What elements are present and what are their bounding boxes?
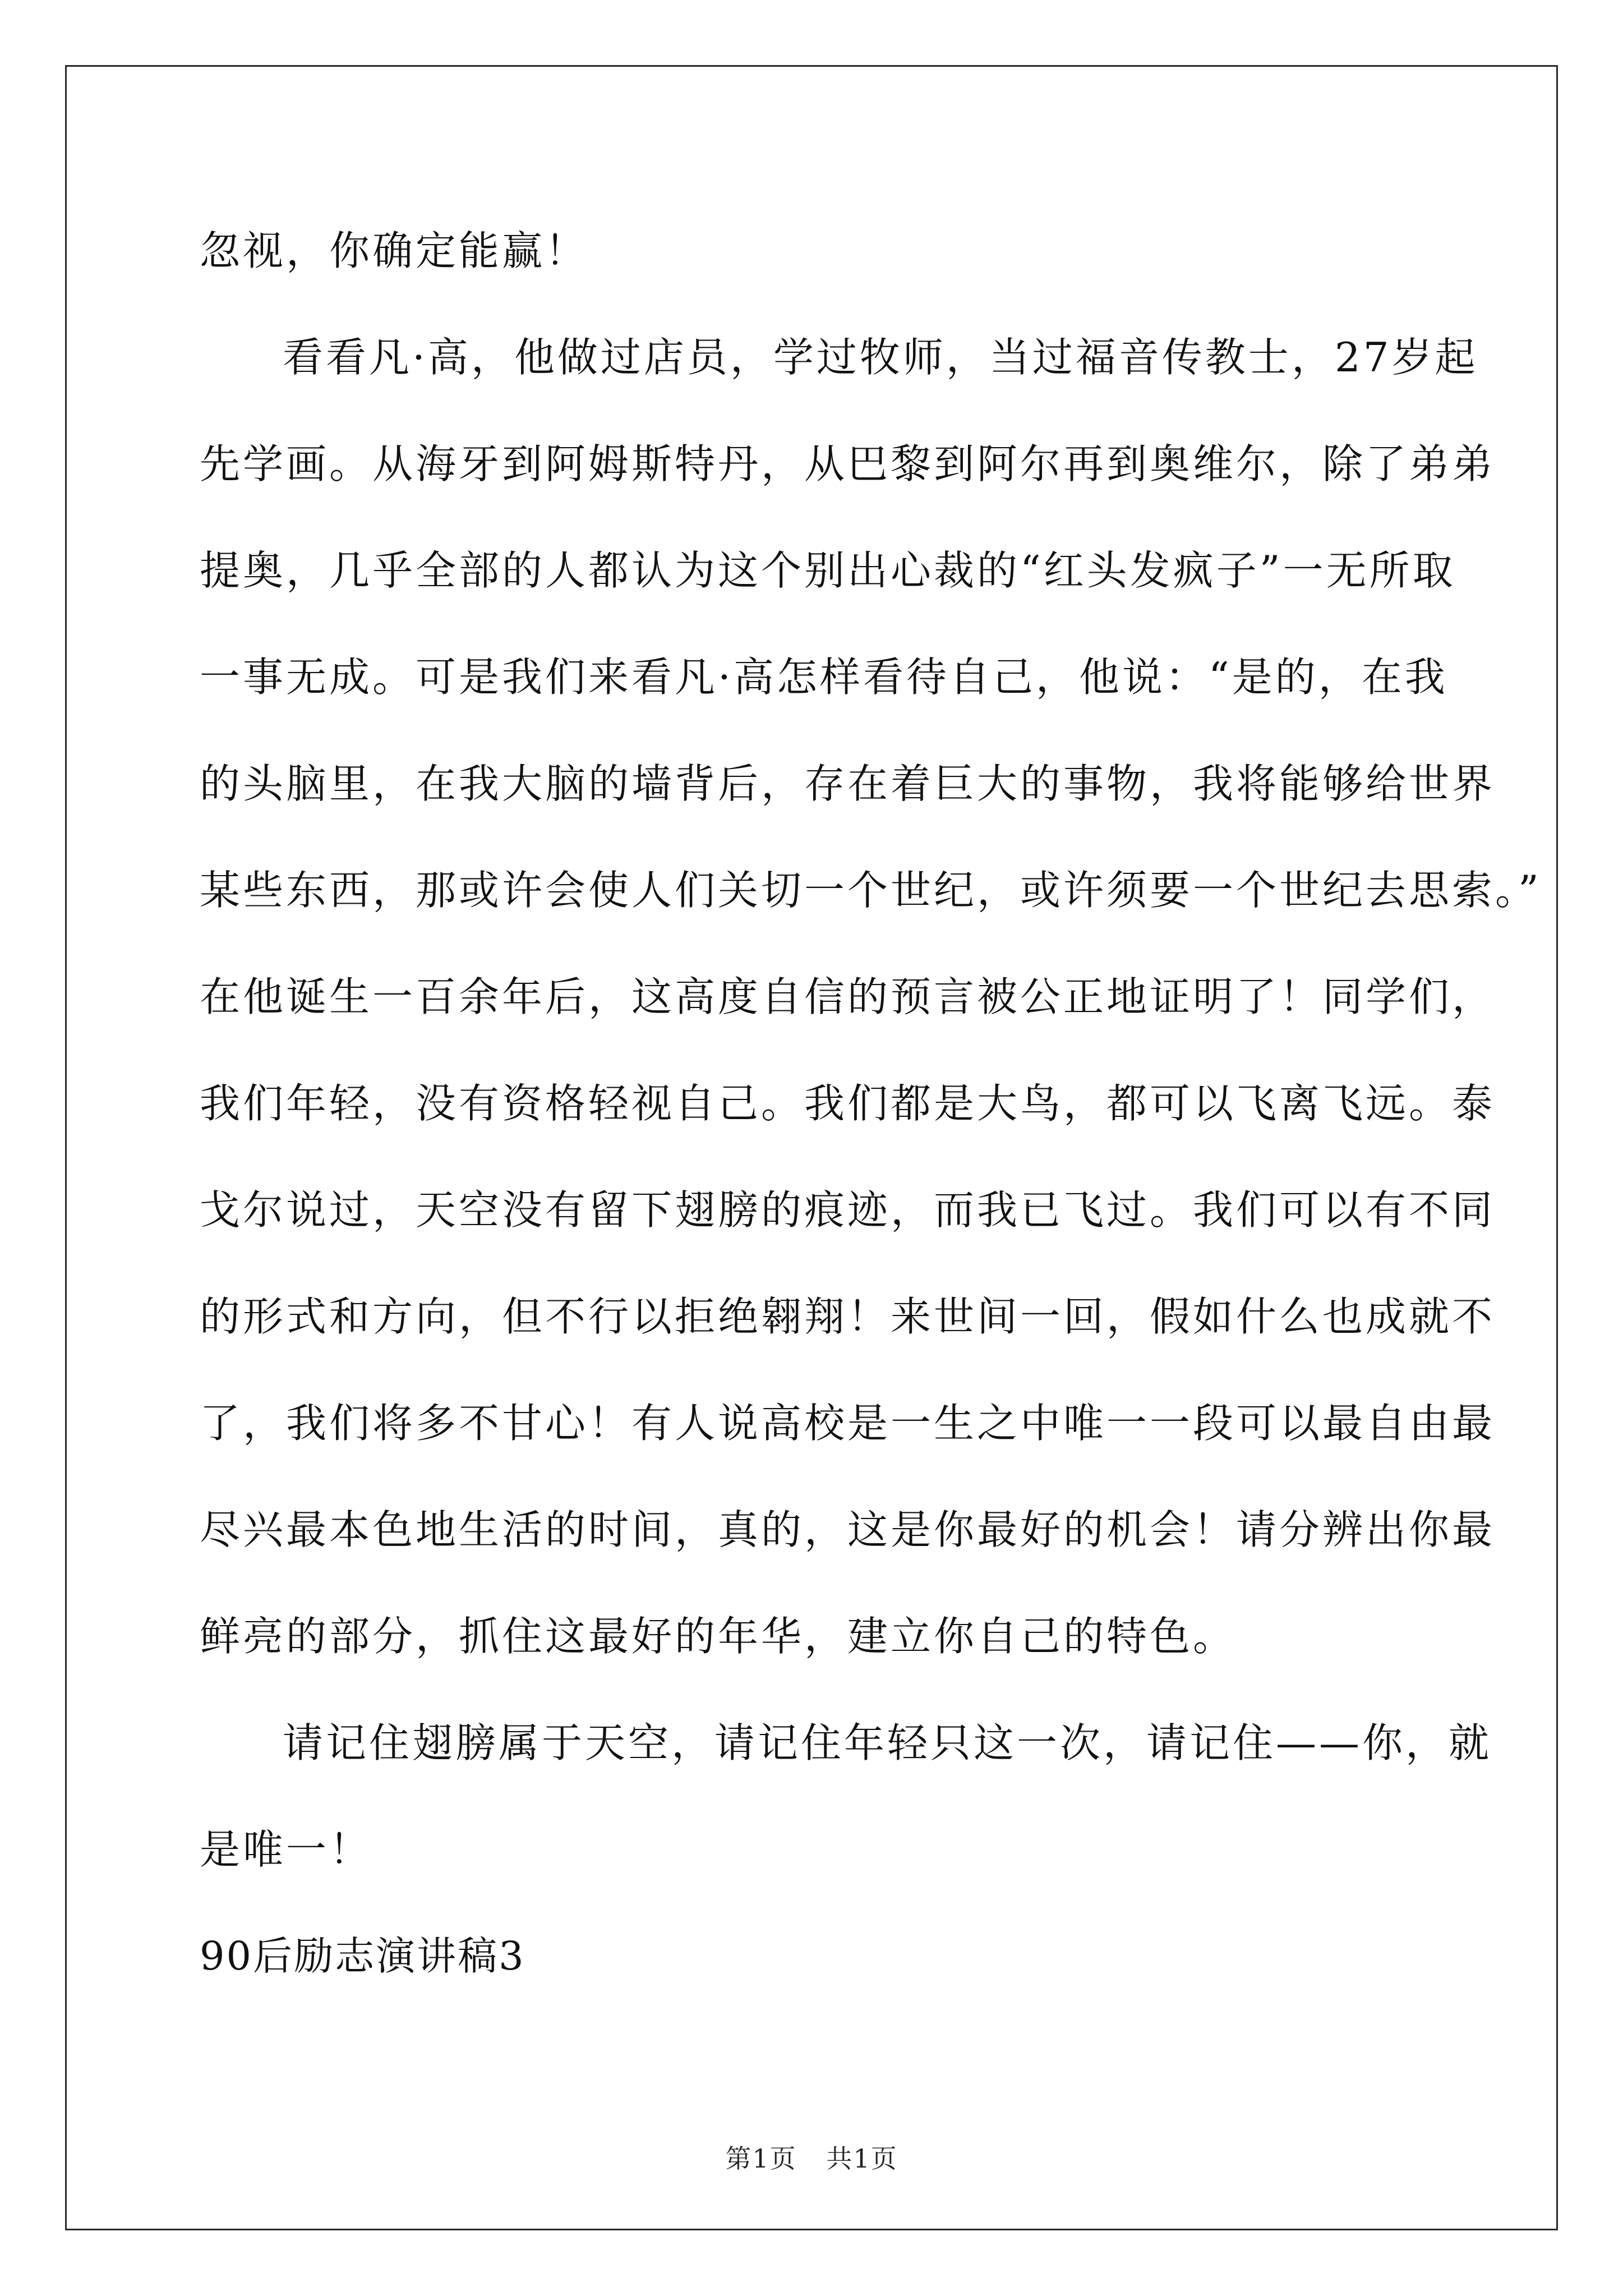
text-line: 一事无成。可是我们来看凡·高怎样看待自己，他说：“是的，在我: [200, 654, 1448, 701]
text-line: 是唯一！: [200, 1826, 373, 1873]
text-line: 的形式和方向，但不行以拒绝翱翔！来世间一回，假如什么也成就不: [200, 1293, 1496, 1340]
text-line: 了，我们将多不甘心！有人说高校是一生之中唯一一段可以最自由最: [200, 1400, 1496, 1447]
text-line: 提奥，几乎全部的人都认为这个别出心裁的“红头发疯子”一无所取: [200, 547, 1456, 594]
page-total: 共1页: [826, 2143, 898, 2174]
text-line: 忽视，你确定能赢！: [200, 227, 589, 274]
page-footer: [0, 2138, 1623, 2175]
text-line: 尽兴最本色地生活的时间，真的，这是你最好的机会！请分辨出你最: [200, 1506, 1496, 1553]
text-line: 戈尔说过，天空没有留下翅膀的痕迹，而我已飞过。我们可以有不同: [200, 1186, 1496, 1234]
paragraph-start: 请记住翅膀属于天空，请记住年轻只这一次，请记住——你，就: [283, 1719, 1492, 1766]
text-line: 鲜亮的部分，抓住这最好的年华，建立你自己的特色。: [200, 1613, 1237, 1660]
document-body: [200, 209, 1542, 2021]
text-line: 我们年轻，没有资格轻视自己。我们都是大鸟，都可以飞离飞远。泰: [200, 1080, 1496, 1127]
text-line: 的头脑里，在我大脑的墙背后，存在着巨大的事物，我将能够给世界: [200, 760, 1496, 807]
text-line: 在他诞生一百余年后，这高度自信的预言被公正地证明了！同学们，: [200, 973, 1496, 1020]
section-heading: 90后励志演讲稿3: [200, 1933, 525, 1979]
text-line: 先学画。从海牙到阿姆斯特丹，从巴黎到阿尔再到奥维尔，除了弟弟: [200, 440, 1496, 487]
paragraph-start: 看看凡·高，他做过店员，学过牧师，当过福音传教士，27岁起: [283, 334, 1478, 381]
page-number: 第1页: [725, 2143, 797, 2174]
text-line: 某些东西，那或许会使人们关切一个世纪，或许须要一个世纪去思索。”: [200, 867, 1542, 914]
